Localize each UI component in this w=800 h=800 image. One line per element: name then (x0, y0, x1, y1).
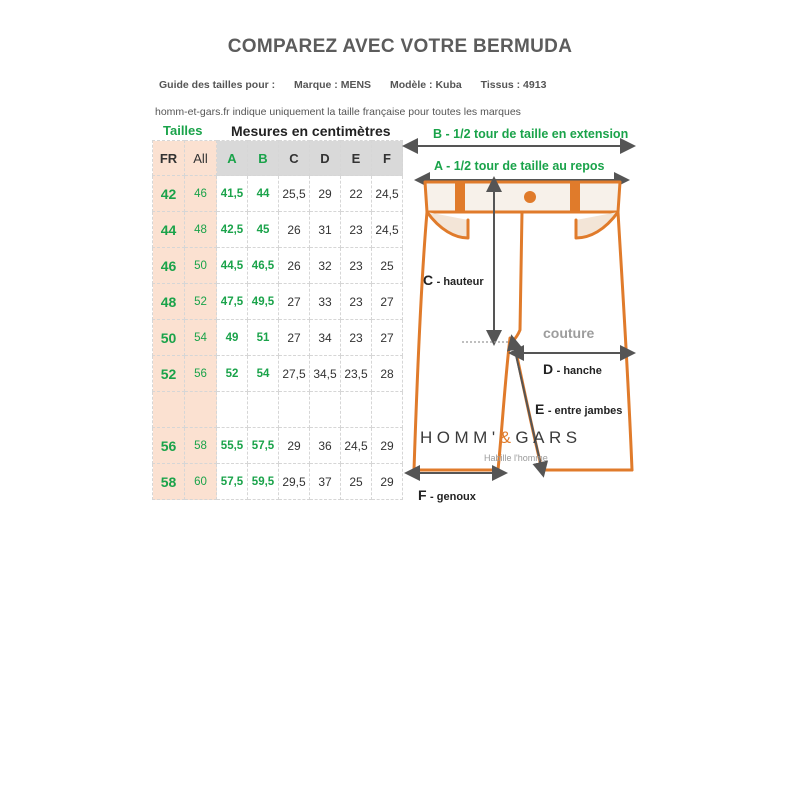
measure-f: 25 (372, 248, 403, 284)
measures-label: Mesures en centimètres (231, 123, 391, 139)
measure-a: 49 (217, 320, 248, 356)
measure-a: 52 (217, 356, 248, 392)
header-c: C (279, 141, 310, 176)
size-all: 48 (185, 212, 217, 248)
brand-tagline: Habille l'homme (484, 453, 548, 463)
measure-d: 34,5 (310, 356, 341, 392)
size-all: 54 (185, 320, 217, 356)
measure-c: 27 (279, 284, 310, 320)
measure-a: 47,5 (217, 284, 248, 320)
d-label: D - hanche (543, 361, 602, 377)
measure-e: 23 (341, 284, 372, 320)
measure-c: 29,5 (279, 464, 310, 500)
size-note: homm-et-gars.fr indique uniquement la taille française pour toutes les marques (155, 106, 521, 118)
measure-c: 27,5 (279, 356, 310, 392)
header-a: A (217, 141, 248, 176)
table-row (153, 284, 403, 320)
measure-d: 33 (310, 284, 341, 320)
size-all: 50 (185, 248, 217, 284)
measure-b: 51 (248, 320, 279, 356)
e-label: E - entre jambes (535, 401, 623, 417)
size-all: 60 (185, 464, 217, 500)
measure-e: 23 (341, 320, 372, 356)
table-header-row (153, 141, 403, 176)
guide-model: Modèle : Kuba (389, 79, 462, 91)
measure-f: 29 (372, 464, 403, 500)
table-spacer-row (153, 392, 403, 428)
measure-b: 57,5 (248, 428, 279, 464)
measure-c: 26 (279, 248, 310, 284)
measure-f: 24,5 (372, 212, 403, 248)
header-f: F (372, 141, 403, 176)
measure-d: 36 (310, 428, 341, 464)
measure-b: 44 (248, 176, 279, 212)
header-b: B (248, 141, 279, 176)
bermuda-diagram (400, 120, 800, 510)
size-fr: 56 (153, 428, 185, 464)
measure-a: 44,5 (217, 248, 248, 284)
measure-c: 26 (279, 212, 310, 248)
sizes-label: Tailles (163, 123, 203, 138)
measure-b: 59,5 (248, 464, 279, 500)
header-d: D (310, 141, 341, 176)
table-row (153, 320, 403, 356)
header-fr: FR (153, 141, 185, 176)
size-table (152, 140, 403, 500)
table-row (153, 356, 403, 392)
measure-e: 22 (341, 176, 372, 212)
measure-c: 25,5 (279, 176, 310, 212)
header-e: E (341, 141, 372, 176)
size-fr: 52 (153, 356, 185, 392)
guide-prefix: Guide des tailles pour : (159, 79, 276, 91)
guide-fabric: Tissus : 4913 (480, 79, 547, 91)
size-fr: 44 (153, 212, 185, 248)
a-label: A - 1/2 tour de taille au repos (434, 159, 605, 173)
size-fr: 50 (153, 320, 185, 356)
size-all: 58 (185, 428, 217, 464)
measure-f: 27 (372, 320, 403, 356)
measure-a: 41,5 (217, 176, 248, 212)
b-label: B - 1/2 tour de taille en extension (433, 127, 629, 141)
size-all: 46 (185, 176, 217, 212)
guide-brand: Marque : MENS (294, 79, 372, 91)
f-label: F - genoux (418, 487, 476, 503)
size-all: 56 (185, 356, 217, 392)
measure-a: 55,5 (217, 428, 248, 464)
measure-a: 42,5 (217, 212, 248, 248)
table-row (153, 176, 403, 212)
measure-b: 46,5 (248, 248, 279, 284)
size-fr: 46 (153, 248, 185, 284)
measure-f: 29 (372, 428, 403, 464)
measure-d: 34 (310, 320, 341, 356)
couture-label: couture (543, 325, 595, 341)
table-row (153, 212, 403, 248)
measure-f: 27 (372, 284, 403, 320)
measure-d: 29 (310, 176, 341, 212)
measure-f: 24,5 (372, 176, 403, 212)
c-label: C - hauteur (423, 272, 484, 288)
measure-b: 54 (248, 356, 279, 392)
table-row (153, 464, 403, 500)
measure-e: 25 (341, 464, 372, 500)
measure-d: 32 (310, 248, 341, 284)
measure-e: 23 (341, 248, 372, 284)
measure-f: 28 (372, 356, 403, 392)
measure-e: 24,5 (341, 428, 372, 464)
size-fr: 58 (153, 464, 185, 500)
size-fr: 48 (153, 284, 185, 320)
measure-d: 37 (310, 464, 341, 500)
brand-logo: HOMM'&GARS (420, 428, 582, 447)
measure-d: 31 (310, 212, 341, 248)
page-title: COMPAREZ AVEC VOTRE BERMUDA (227, 36, 573, 57)
header-all: All (185, 141, 217, 176)
measure-b: 45 (248, 212, 279, 248)
measure-c: 29 (279, 428, 310, 464)
table-row (153, 428, 403, 464)
measure-a: 57,5 (217, 464, 248, 500)
size-guide-info (159, 79, 552, 91)
measure-e: 23 (341, 212, 372, 248)
size-fr: 42 (153, 176, 185, 212)
table-row (153, 248, 403, 284)
size-all: 52 (185, 284, 217, 320)
measure-e: 23,5 (341, 356, 372, 392)
measure-c: 27 (279, 320, 310, 356)
shorts-outline (414, 182, 632, 470)
measure-b: 49,5 (248, 284, 279, 320)
